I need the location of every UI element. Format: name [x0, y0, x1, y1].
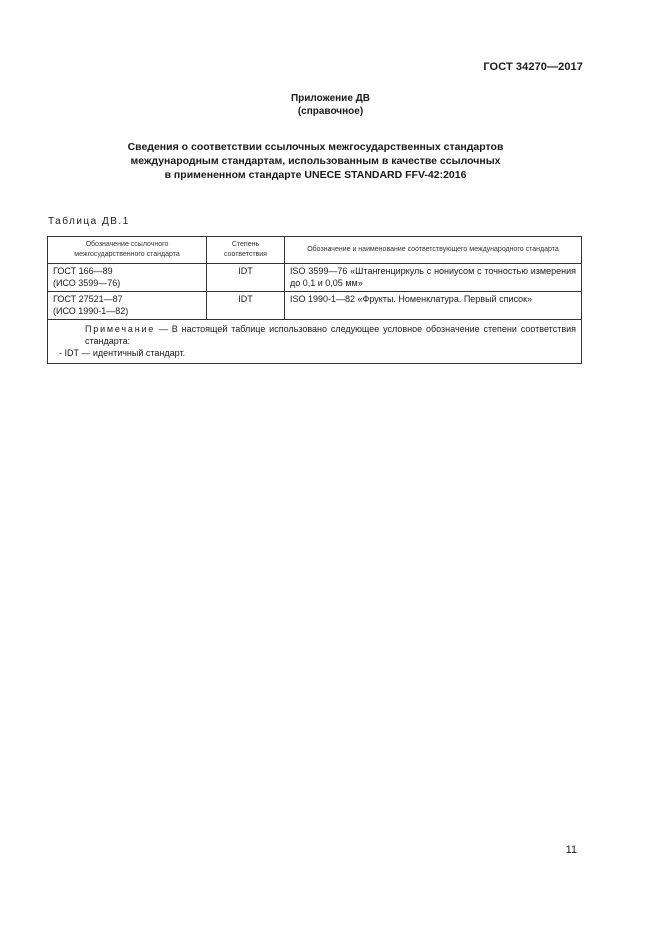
appendix-block: [0, 92, 661, 118]
standard-iso-equivalent: (ИСО 1990-1—82): [53, 305, 129, 316]
table-note-row: [48, 320, 582, 364]
note-item: - IDT — идентичный стандарт.: [59, 348, 186, 358]
section-heading: [0, 140, 631, 182]
document-code: ГОСТ 34270—2017: [483, 61, 583, 73]
note-text: — В настоящей таблице использовано следующее условное обозначение степени соответствия стандарта:: [85, 324, 576, 346]
heading-line: Сведения о соответствии ссылочных межгосударственных стандартов: [127, 141, 504, 153]
degree-cell: IDT: [207, 292, 285, 320]
table-row: [48, 292, 582, 320]
appendix-title: Приложение ДВ: [290, 93, 371, 104]
table-note: [48, 320, 582, 364]
appendix-subtitle: (справочное): [297, 106, 364, 117]
standard-designation: ГОСТ 27521—87: [53, 294, 123, 304]
column-header-international: Обозначение и наименование соответствующего международного стандарта: [285, 237, 582, 264]
standard-cell: [48, 292, 207, 320]
correspondence-table: [47, 236, 582, 364]
note-label: Примечание: [85, 324, 156, 334]
note-paragraph: [53, 323, 576, 347]
heading-line: в примененном стандарте UNECE STANDARD FFV-42:2016: [164, 169, 467, 181]
international-standard-cell: ISO 1990-1—82 «Фрукты. Номенклатура. Первый список»: [285, 292, 582, 320]
column-header-degree: Степень соответствия: [207, 237, 285, 264]
standard-iso-equivalent: (ИСО 3599—76): [53, 277, 121, 288]
heading-line: международным стандартам, использованным в качестве ссылочных: [130, 155, 501, 167]
standard-cell: [48, 264, 207, 292]
table-header-row: [48, 237, 582, 264]
international-standard-cell: ISO 3599—76 «Штангенциркуль с нониусом с точностью измерения до 0,1 и 0,05 мм»: [285, 264, 582, 292]
column-header-standard: Обозначение ссылочного межгосударственного стандарта: [48, 237, 207, 264]
degree-cell: IDT: [207, 264, 285, 292]
table-row: [48, 264, 582, 292]
page-number: 11: [565, 844, 577, 856]
table-caption: Таблица ДВ.1: [48, 216, 130, 227]
standard-designation: ГОСТ 166—89: [53, 266, 113, 276]
